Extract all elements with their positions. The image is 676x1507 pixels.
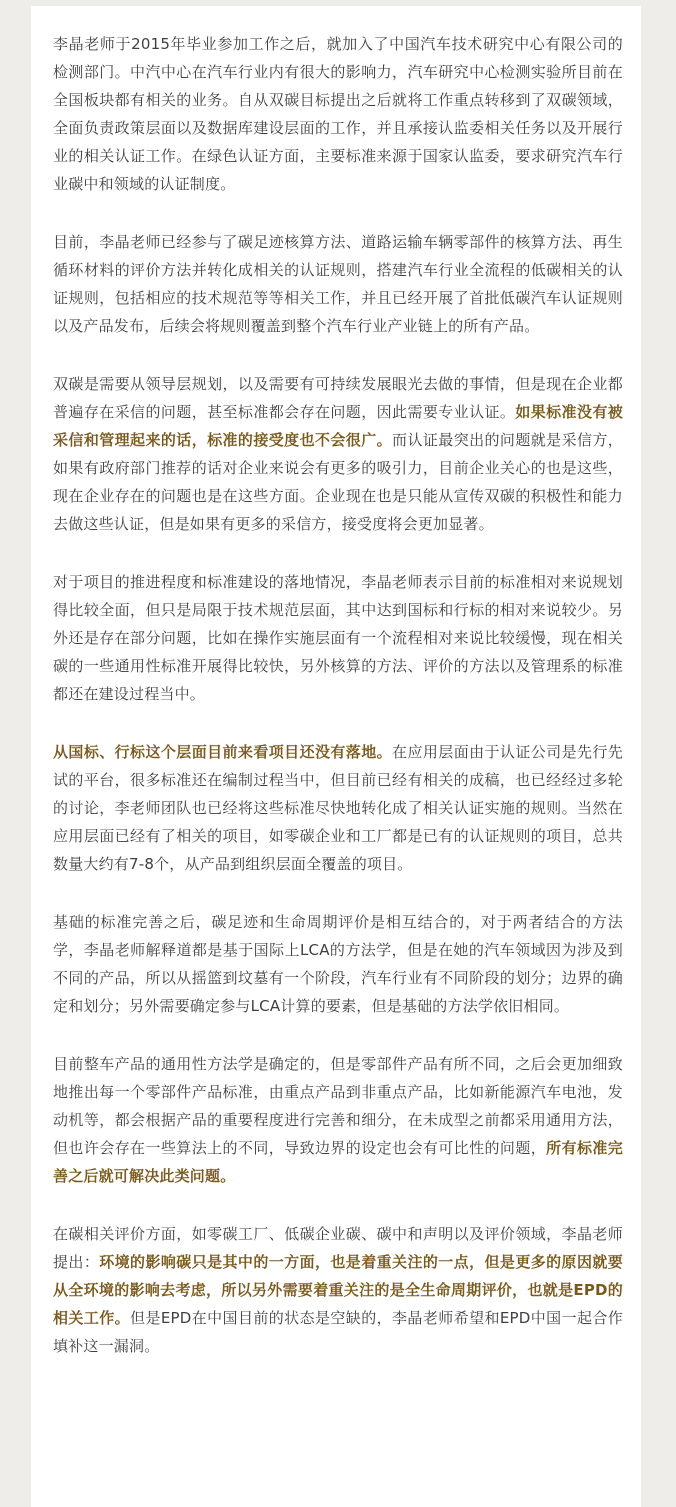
paragraph-8 (53, 1220, 623, 1360)
paragraph-4 (53, 568, 623, 708)
highlighted-text: 从国标、行标这个层面目前来看项目还没有落地。 (53, 743, 393, 761)
paragraph-text: 但是EPD在中国目前的状态是空缺的，李晶老师希望和EPD中国一起合作填补这一漏洞。 (53, 1309, 623, 1355)
paragraph-text: 在应用层面由于认证公司是先行先试的平台，很多标准还在编制过程当中，但目前已经有相关的成稿，也已经经过多轮的讨论，李老师团队也已经将这些标准尽快地转化成了相关认证实施的规则。当然在应用层面已经有了相关的项目，如零碳企业和工厂都是已有的认证规则的项目，总共数量大约有7-8个，从产品到组织层面全覆盖的项目。 (53, 743, 623, 873)
paragraph-text: 目前整车产品的通用性方法学是确定的，但是零部件产品有所不同，之后会更加细致地推出每一个零部件产品标准，由重点产品到非重点产品，比如新能源汽车电池，发动机等，都会根据产品的重要程度进行完善和细分，在未成型之前都采用通用方法，但也许会存在一些算法上的不同，导致边界的设定也会有可比性的问题， (53, 1055, 623, 1157)
paragraph-text: 对于项目的推进程度和标准建设的落地情况，李晶老师表示目前的标准相对来说规划得比较全面，但只是局限于技术规范层面，其中达到国标和行标的相对来说较少。另外还是存在部分问题，比如在操作实施层面有一个流程相对来说比较缓慢，现在相关碳的一些通用性标准开展得比较快，另外核算的方法、评价的方法以及管理系的标准都还在建设过程当中。 (53, 573, 623, 703)
highlighted-text: 环境的影响碳只是其中的一方面，也是着重关注的一点，但是更多的原因就要从全环境的影响去考虑，所以另外需要着重关注的是全生命周期评价，也就是EPD的相关工作。 (53, 1253, 623, 1327)
paragraph-2 (53, 228, 623, 340)
paragraph-7 (53, 1050, 623, 1190)
paragraph-6 (53, 908, 623, 1020)
paragraph-text: 李晶老师于2015年毕业参加工作之后，就加入了中国汽车技术研究中心有限公司的检测部门。中汽中心在汽车行业内有很大的影响力，汽车研究中心检测实验所目前在全国板块都有相关的业务。自从双碳目标提出之后就将工作重点转移到了双碳领域，全面负责政策层面以及数据库建设层面的工作，并且承接认监委相关任务以及开展行业的相关认证工作。在绿色认证方面，主要标准来源于国家认监委，要求研究汽车行业碳中和领域的认证制度。 (53, 35, 623, 193)
paragraph-text: 而认证最突出的问题就是采信方，如果有政府部门推荐的话对企业来说会有更多的吸引力，目前企业关心的也是这些，现在企业存在的问题也是在这些方面。企业现在也是只能从宣传双碳的积极性和能力去做这些认证，但是如果有更多的采信方，接受度将会更加显著。 (53, 431, 623, 533)
paragraph-text: 目前，李晶老师已经参与了碳足迹核算方法、道路运输车辆零部件的核算方法、再生循环材料的评价方法并转化成相关的认证规则，搭建汽车行业全流程的低碳相关的认证规则，包括相应的技术规范等等相关工作，并且已经开展了首批低碳汽车认证规则以及产品发布，后续会将规则覆盖到整个汽车行业产业链上的所有产品。 (53, 233, 623, 335)
paragraph-text: 基础的标准完善之后，碳足迹和生命周期评价是相互结合的，对于两者结合的方法学，李晶老师解释道都是基于国际上LCA的方法学，但是在她的汽车领域因为涉及到不同的产品，所以从摇篮到坟墓有一个阶段，汽车行业有不同阶段的划分；边界的确定和划分；另外需要确定参与LCA计算的要素，但是基础的方法学依旧相同。 (53, 913, 623, 1015)
highlighted-text: 如果标准没有被采信和管理起来的话，标准的接受度也不会很广。 (53, 403, 623, 449)
paragraph-1 (53, 30, 623, 198)
paragraph-text: 在碳相关评价方面，如零碳工厂、低碳企业碳、碳中和声明以及评价领域，李晶老师提出： (53, 1225, 623, 1271)
highlighted-text: 所有标准完善之后就可解决此类问题。 (53, 1139, 623, 1185)
article-body (53, 30, 623, 1390)
paragraph-text: 双碳是需要从领导层规划，以及需要有可持续发展眼光去做的事情，但是现在企业都普遍存在采信的问题，甚至标准都会存在问题，因此需要专业认证。 (53, 375, 623, 421)
paragraph-5 (53, 738, 623, 878)
paragraph-3 (53, 370, 623, 538)
article-page (31, 6, 641, 1507)
